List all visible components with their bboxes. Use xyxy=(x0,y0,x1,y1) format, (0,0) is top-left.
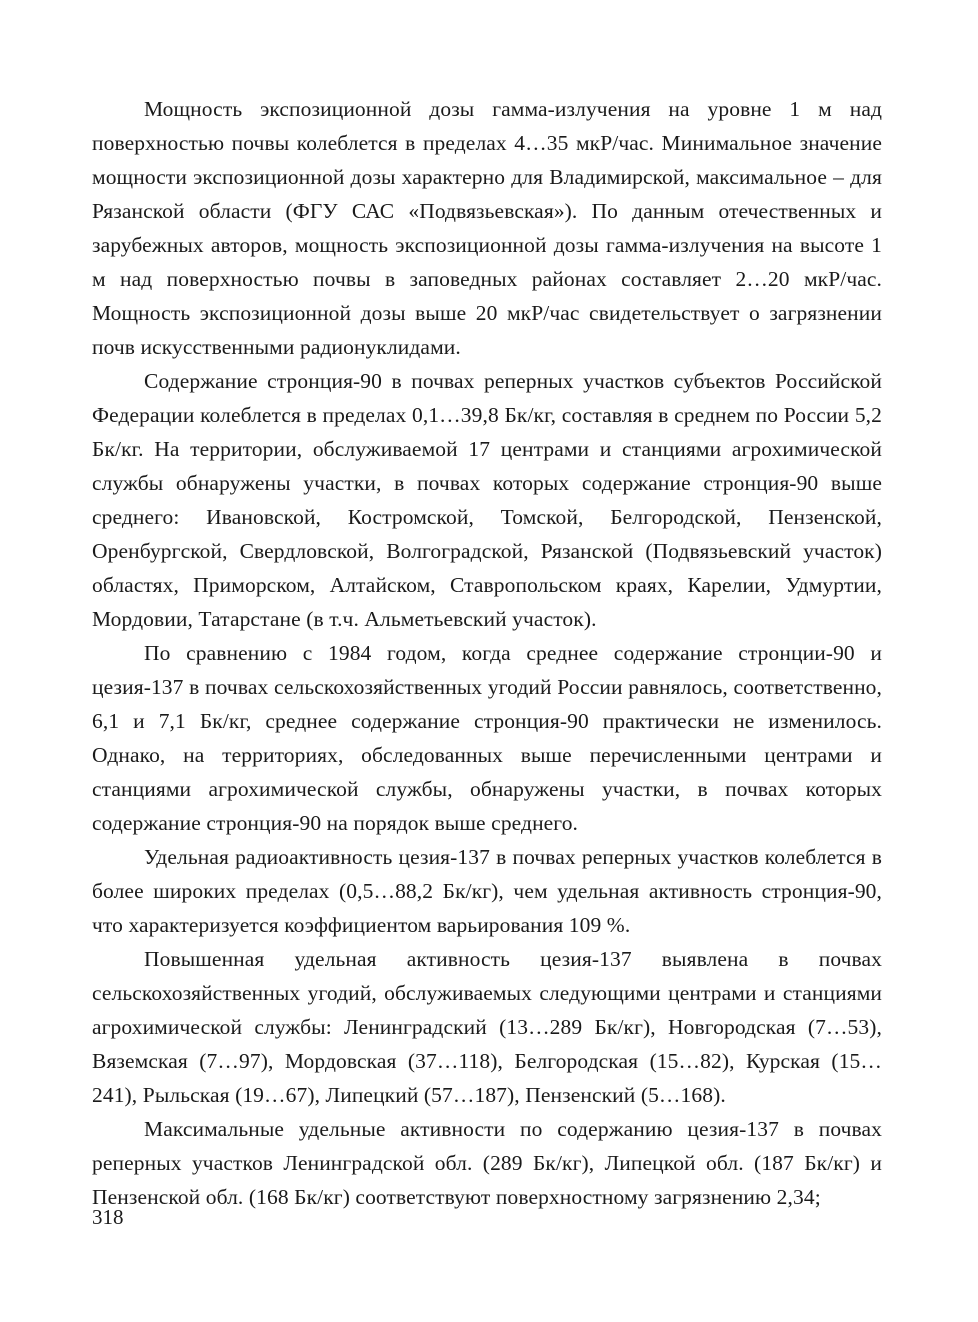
paragraph-strontium-content: Содержание стронция-90 в почвах реперных участков субъектов Российской Федерации колеблется в пределах 0,1…39,8 Бк/кг, составляя в среднем по России 5,2 Бк/кг. На территории, обслуживаемой 17 центрами и станциями агрохимической службы обнаружены участки, в почвах которых содержание стронция-90 выше среднего: Ивановской, Костромской, Томской, Белгородской, Пензенской, Оренбургской, Свердловской, Волгоградской, Рязанской (Подвязьевский участок) областях, Приморском, Алтайском, Ставропольском краях, Карелии, Удмуртии, Мордовии, Татарстане (в т.ч. Альметьевский участок). xyxy=(92,369,882,631)
paragraph-gamma-dose: Мощность экспозиционной дозы гамма-излучения на уровне 1 м над поверхностью почвы колеблется в пределах 4…35 мкР/час. Минимальное значение мощности экспозиционной дозы характерно для Владимирской, максимальное – для Рязанской области (ФГУ САС «Подвязьевская»). По данным отечественных и зарубежных авторов, мощность экспозиционной дозы гамма-излучения на высоте 1 м над поверхностью почвы в заповедных районах составляет 2…20 мкР/час. Мощность экспозиционной дозы выше 20 мкР/час свидетельствует о загрязнении почв искусственными радионуклидами. xyxy=(92,97,882,359)
paragraph-maximum-activity: Максимальные удельные активности по содержанию цезия-137 в почвах реперных участков Ленинградской обл. (289 Бк/кг), Липецкой обл. (187 Бк/кг) и Пензенской обл. (168 Бк/кг) соответствуют поверхностному загрязнению 2,34; xyxy=(92,1117,882,1209)
page-number: 318 xyxy=(92,1205,124,1229)
paragraph-elevated-cesium: Повышенная удельная активность цезия-137 выявлена в почвах сельскохозяйственных угодий, обслуживаемых следующими центрами и станциями агрохимической службы: Ленинградский (13…289 Бк/кг), Новгородская (7…53), Вяземская (7…97), Мордовская (37…118), Белгородская (15…82), Курская (15…241), Рыльская (19…67), Липецкий (57…187), Пензенский (5…168). xyxy=(92,947,882,1107)
paragraph-cesium-activity: Удельная радиоактивность цезия-137 в почвах реперных участков колеблется в более широких пределах (0,5…88,2 Бк/кг), чем удельная активность стронция-90, что характеризуется коэффициентом варьирования 109 %. xyxy=(92,845,882,937)
body-text xyxy=(92,92,882,1214)
paragraph-comparison-1984: По сравнению с 1984 годом, когда среднее содержание стронции-90 и цезия-137 в почвах сельскохозяйственных угодий России равнялось, соответственно, 6,1 и 7,1 Бк/кг, среднее содержание стронция-90 практически не изменилось. Однако, на территориях, обследованных выше перечисленными центрами и станциями агрохимической службы, обнаружены участки, в почвах которых содержание стронция-90 на порядок выше среднего. xyxy=(92,641,882,835)
